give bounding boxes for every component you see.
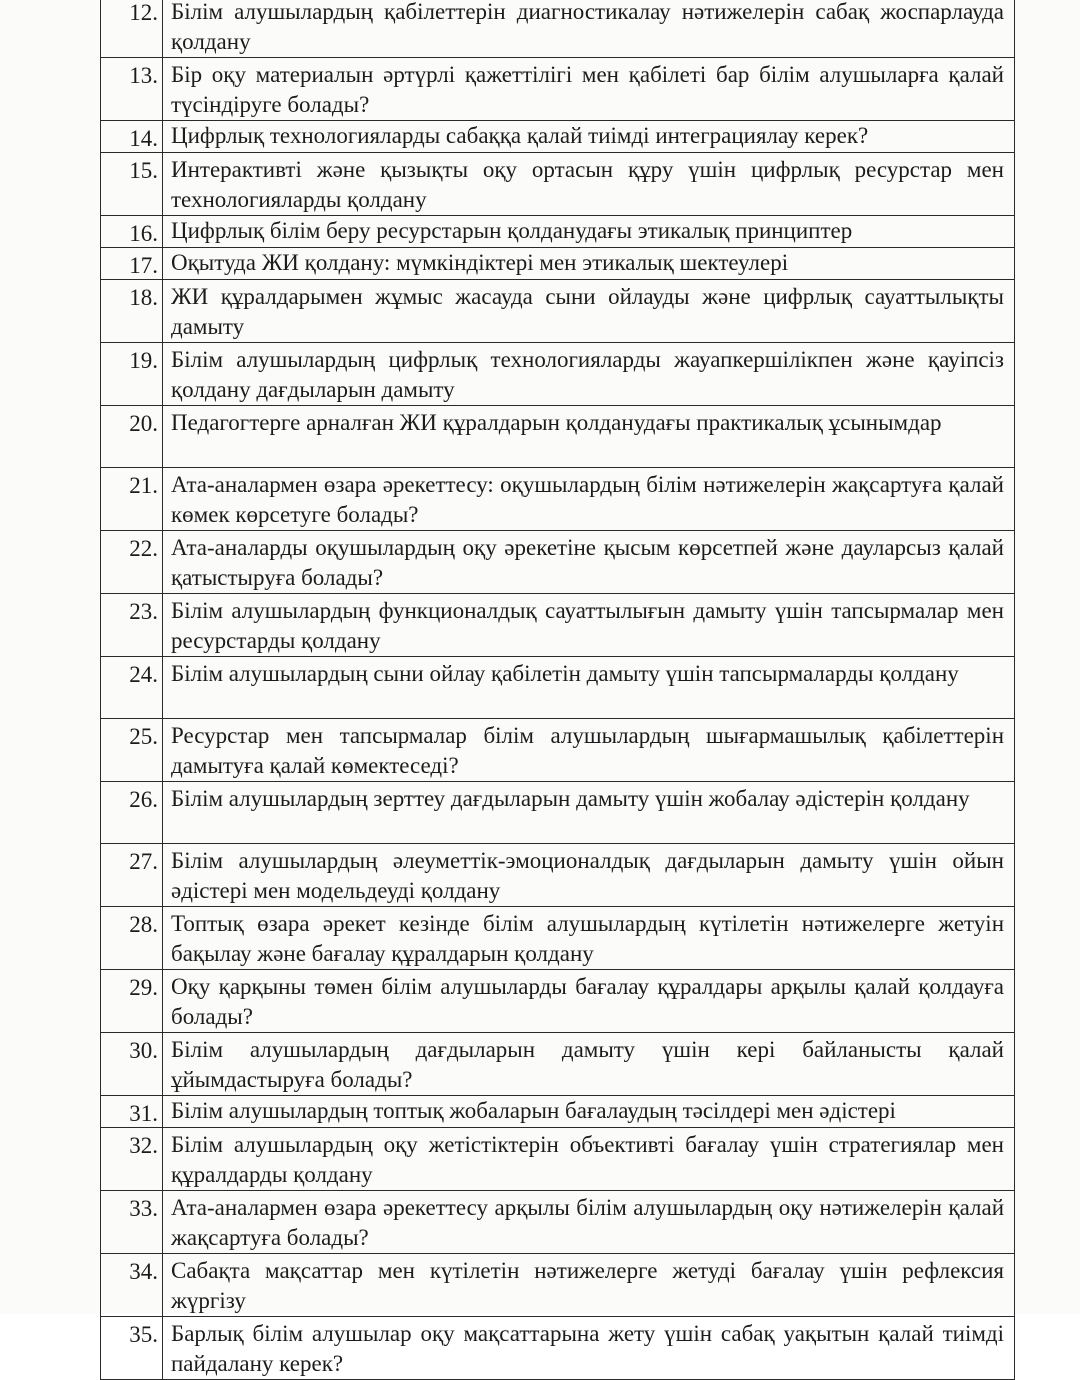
row-number: 30. <box>101 1033 163 1096</box>
row-number: 26. <box>101 782 163 844</box>
table-row <box>101 844 1015 907</box>
row-topic-text: Білім алушылардың топтық жобаларын бағалаудың тәсілдері мен әдістері <box>163 1096 1015 1128</box>
row-topic-text: Білім алушылардың цифрлық технологияларды жауапкершілікпен және қауіпсіз қолдану дағдыларын дамыту <box>163 343 1015 406</box>
row-topic-text: Білім алушылардың функционалдық сауаттылығын дамыту үшін тапсырмалар мен ресурстарды қолдану <box>163 594 1015 657</box>
table-row <box>101 0 1015 58</box>
topics-table-body <box>101 0 1015 1380</box>
row-topic-text: Топтық өзара әрекет кезінде білім алушылардың күтілетін нәтижелерге жетуін бақылау және бағалау құралдарын қолдану <box>163 907 1015 970</box>
row-number: 15. <box>101 153 163 216</box>
table-row <box>101 970 1015 1033</box>
row-topic-text: Цифрлық білім беру ресурстарын қолданудағы этикалық принциптер <box>163 216 1015 248</box>
row-number: 18. <box>101 280 163 343</box>
table-row <box>101 907 1015 970</box>
row-number: 32. <box>101 1128 163 1191</box>
row-number: 23. <box>101 594 163 657</box>
row-topic-text: Педагогтерге арналған ЖИ құралдарын қолданудағы практикалық ұсынымдар <box>163 406 1015 468</box>
row-number: 20. <box>101 406 163 468</box>
table-row <box>101 121 1015 153</box>
row-topic-text: Білім алушылардың әлеуметтік-эмоционалдық дағдыларын дамыту үшін ойын әдістері мен модельдеуді қолдану <box>163 844 1015 907</box>
table-row <box>101 468 1015 531</box>
table-row <box>101 1033 1015 1096</box>
row-number: 19. <box>101 343 163 406</box>
table-row <box>101 343 1015 406</box>
row-number: 27. <box>101 844 163 907</box>
row-topic-text: Білім алушылардың зерттеу дағдыларын дамыту үшін жобалау әдістерін қолдану <box>163 782 1015 844</box>
row-topic-text: Цифрлық технологияларды сабаққа қалай тиімді интеграциялау керек? <box>163 121 1015 153</box>
table-row <box>101 1096 1015 1128</box>
table-row <box>101 280 1015 343</box>
table-row <box>101 531 1015 594</box>
row-number: 12. <box>101 0 163 58</box>
row-topic-text: Білім алушылардың оқу жетістіктерін объективті бағалау үшін стратегиялар мен құралдарды қолдану <box>163 1128 1015 1191</box>
row-topic-text: Білім алушылардың сыни ойлау қабілетін дамыту үшін тапсырмаларды қолдану <box>163 657 1015 719</box>
row-topic-text: Интерактивті және қызықты оқу ортасын құру үшін цифрлық ресурстар мен технологияларды қолдану <box>163 153 1015 216</box>
row-topic-text: Бір оқу материалын әртүрлі қажеттілігі мен қабілеті бар білім алушыларға қалай түсіндіруге болады? <box>163 58 1015 121</box>
table-row <box>101 657 1015 719</box>
table-row <box>101 248 1015 280</box>
row-topic-text: Оқу қарқыны төмен білім алушыларды бағалау құралдары арқылы қалай қолдауға болады? <box>163 970 1015 1033</box>
row-number: 22. <box>101 531 163 594</box>
table-row <box>101 58 1015 121</box>
row-topic-text: ЖИ құралдарымен жұмыс жасауда сыни ойлауды және цифрлық сауаттылықты дамыту <box>163 280 1015 343</box>
table-row <box>101 1317 1015 1380</box>
row-number: 34. <box>101 1254 163 1317</box>
row-number: 16. <box>101 216 163 248</box>
topics-table <box>100 0 1015 1380</box>
row-topic-text: Барлық білім алушылар оқу мақсаттарына жету үшін сабақ уақытын қалай тиімді пайдалану керек? <box>163 1317 1015 1380</box>
row-topic-text: Ата-аналарды оқушылардың оқу әрекетіне қысым көрсетпей және дауларсыз қалай қатыстыруға болады? <box>163 531 1015 594</box>
row-number: 31. <box>101 1096 163 1128</box>
table-row <box>101 782 1015 844</box>
row-number: 24. <box>101 657 163 719</box>
row-number: 13. <box>101 58 163 121</box>
table-row <box>101 1128 1015 1191</box>
row-topic-text: Білім алушылардың дағдыларын дамыту үшін кері байланысты қалай ұйымдастыруға болады? <box>163 1033 1015 1096</box>
row-topic-text: Сабақта мақсаттар мен күтілетін нәтижелерге жетуді бағалау үшін рефлексия жүргізу <box>163 1254 1015 1317</box>
table-row <box>101 1191 1015 1254</box>
row-number: 25. <box>101 719 163 782</box>
table-row <box>101 594 1015 657</box>
row-number: 35. <box>101 1317 163 1380</box>
row-number: 28. <box>101 907 163 970</box>
table-row <box>101 216 1015 248</box>
row-topic-text: Ата-аналармен өзара әрекеттесу арқылы білім алушылардың оқу нәтижелерін қалай жақсартуға болады? <box>163 1191 1015 1254</box>
row-number: 21. <box>101 468 163 531</box>
row-topic-text: Ата-аналармен өзара әрекеттесу: оқушылардың білім нәтижелерін жақсартуға қалай көмек көрсетуге болады? <box>163 468 1015 531</box>
row-topic-text: Білім алушылардың қабілеттерін диагностикалау нәтижелерін сабақ жоспарлауда қолдану <box>163 0 1015 58</box>
table-row <box>101 406 1015 468</box>
row-number: 29. <box>101 970 163 1033</box>
row-number: 33. <box>101 1191 163 1254</box>
row-topic-text: Ресурстар мен тапсырмалар білім алушылардың шығармашылық қабілеттерін дамытуға қалай көмектеседі? <box>163 719 1015 782</box>
table-row <box>101 1254 1015 1317</box>
row-number: 14. <box>101 121 163 153</box>
row-topic-text: Оқытуда ЖИ қолдану: мүмкіндіктері мен этикалық шектеулері <box>163 248 1015 280</box>
table-row <box>101 153 1015 216</box>
table-row <box>101 719 1015 782</box>
row-number: 17. <box>101 248 163 280</box>
